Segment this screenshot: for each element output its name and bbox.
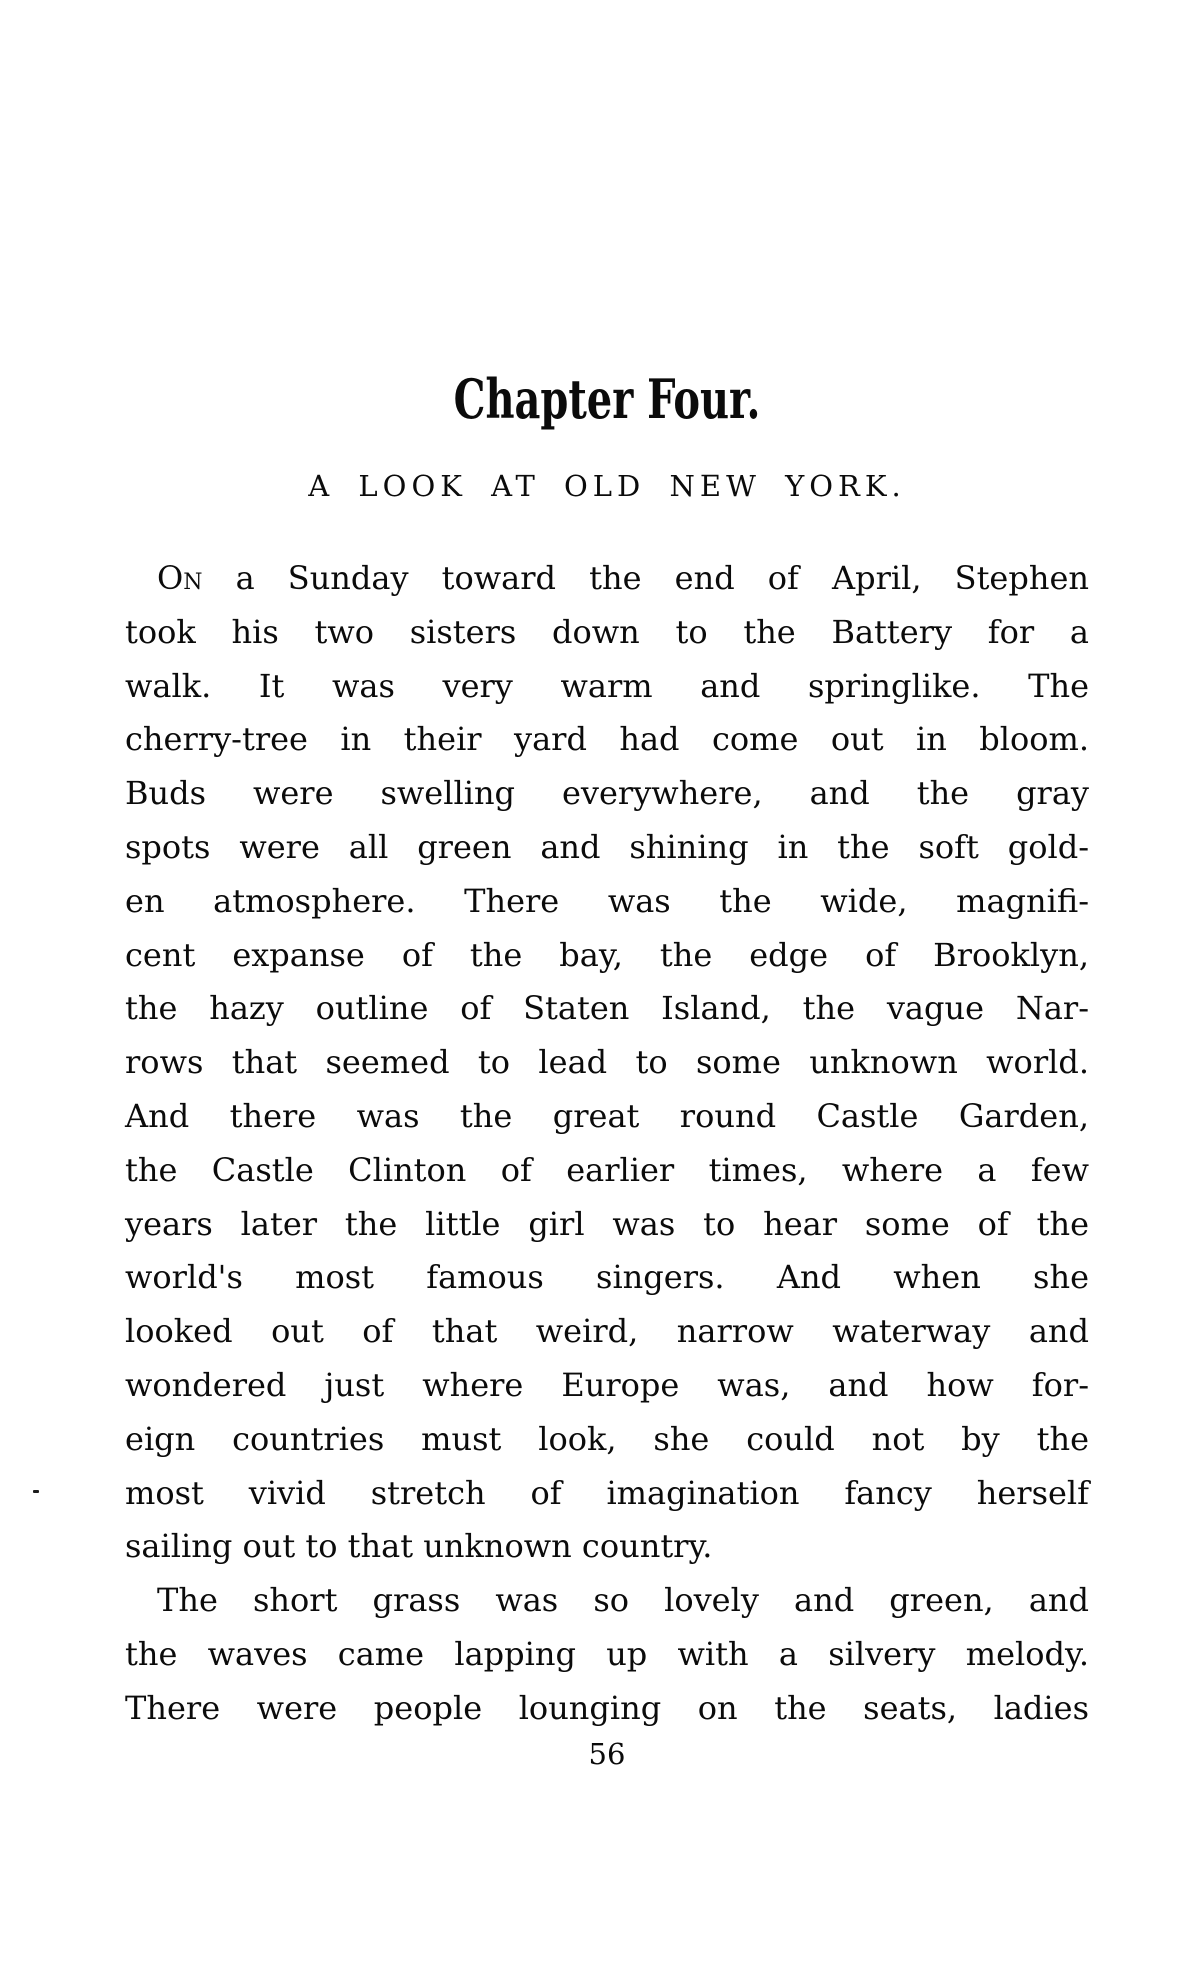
- body-text: [125, 552, 1089, 1736]
- text-line: most vivid stretch of imagination fancy herself: [125, 1473, 1089, 1512]
- text-line: looked out of that weird, narrow waterway and: [125, 1312, 1089, 1351]
- chapter-subtitle: A LOOK AT OLD NEW YORK.: [308, 469, 906, 503]
- text-line: spots were all green and shining in the soft gold-: [125, 827, 1089, 866]
- text-line: wondered just where Europe was, and how for-: [125, 1365, 1089, 1404]
- text-line: years later the little girl was to hear some of the: [125, 1204, 1089, 1243]
- text-line: world's most famous singers. And when she: [125, 1258, 1089, 1297]
- text-line: sailing out to that unknown country.: [125, 1527, 713, 1566]
- lead-word-small-caps: On: [157, 559, 203, 597]
- text-line: cent expanse of the bay, the edge of Brooklyn,: [125, 935, 1089, 974]
- text-line: the hazy outline of Staten Island, the vague Nar-: [125, 989, 1089, 1028]
- text-line: The short grass was so lovely and green, and: [157, 1581, 1089, 1620]
- text-line: And there was the great round Castle Garden,: [125, 1096, 1089, 1135]
- page-number: 56: [588, 1737, 626, 1771]
- text-line: rows that seemed to lead to some unknown world.: [125, 1043, 1089, 1082]
- text-line: walk. It was very warm and springlike. The: [125, 666, 1089, 705]
- text-line: Buds were swelling everywhere, and the gray: [125, 774, 1089, 813]
- scan-speck: [33, 1490, 39, 1493]
- text-line: took his two sisters down to the Battery for a: [125, 612, 1089, 651]
- text-line: eign countries must look, she could not by the: [125, 1419, 1089, 1458]
- chapter-title: Chapter Four.: [453, 367, 761, 431]
- text-line: the Castle Clinton of earlier times, where a few: [125, 1150, 1089, 1189]
- text-line: the waves came lapping up with a silvery melody.: [125, 1634, 1089, 1673]
- text-line: There were people lounging on the seats, ladies: [125, 1688, 1089, 1727]
- text-line: On a Sunday toward the end of April, Stephen: [157, 559, 1089, 597]
- text-line: en atmosphere. There was the wide, magnifi-: [125, 881, 1089, 920]
- text-line: cherry-tree in their yard had come out in bloom.: [125, 720, 1089, 759]
